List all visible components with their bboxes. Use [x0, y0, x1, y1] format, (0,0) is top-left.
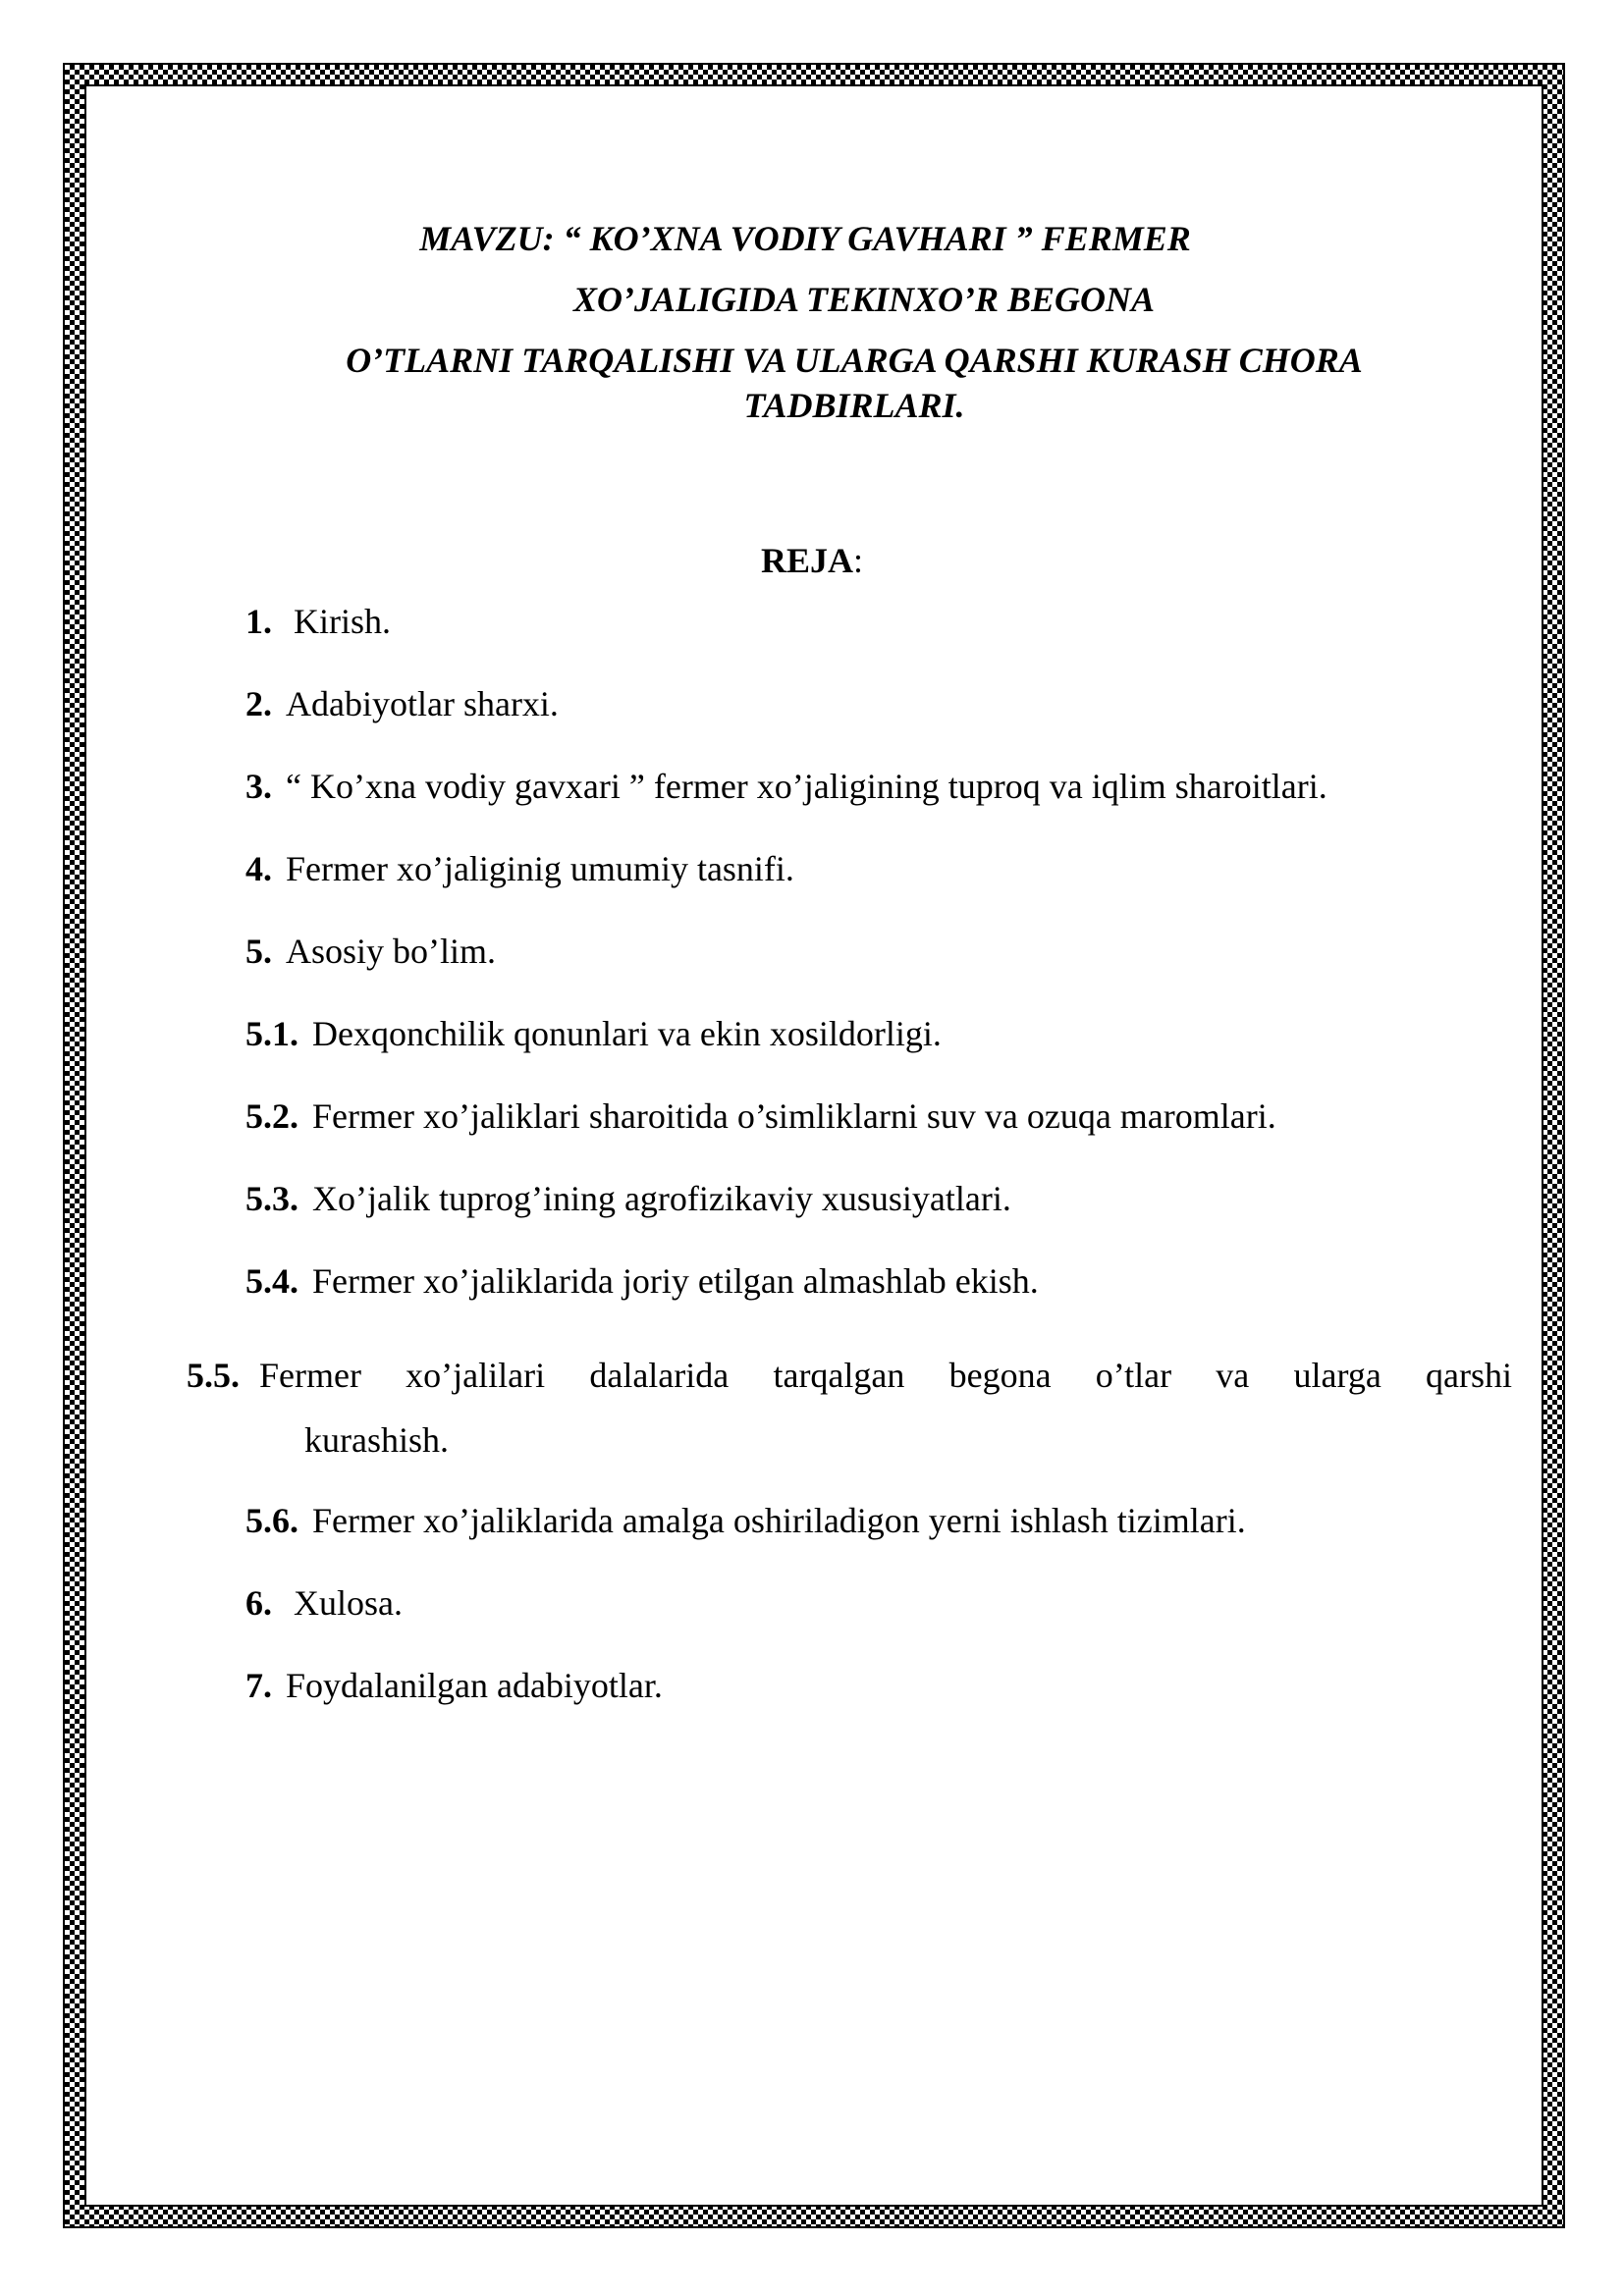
plan-item-text: Fermer xo’jalilari dalalarida tarqalgan begona o’tlar va ularga qarshi kurashish.: [259, 1356, 1512, 1460]
title-line-2: XO’JALIGIDA TEKINXO’R BEGONA: [572, 280, 1156, 319]
plan-heading: [0, 540, 1624, 581]
plan-item-number: 5.: [245, 932, 272, 971]
plan-item-5-3: [245, 1178, 1512, 1219]
plan-item-6: [245, 1582, 1512, 1624]
plan-item-number: 5.4.: [245, 1261, 298, 1301]
plan-item-text: Xo’jalik tuprog’ining agrofizikaviy xususiyatlari.: [312, 1179, 1011, 1218]
plan-item-text: Adabiyotlar sharxi.: [286, 684, 559, 723]
plan-item-number: 3.: [245, 767, 272, 806]
plan-item-1: [245, 601, 1512, 642]
plan-item-number: 6.: [245, 1583, 272, 1623]
plan-item-number: 2.: [245, 684, 272, 723]
plan-item-text: Xulosa.: [294, 1583, 403, 1623]
plan-item-7: [245, 1665, 1512, 1706]
plan-item-text: Fermer xo’jaliginig umumiy tasnifi.: [286, 849, 794, 888]
title-line-3: O’TLARNI TARQALISHI VA ULARGA QARSHI KURASH CHORA: [346, 341, 1363, 380]
plan-list: [245, 601, 1512, 1747]
plan-heading-text: REJA: [760, 541, 853, 580]
plan-item-5: [245, 931, 1512, 972]
plan-item-text: Fermer xo’jaliklarida amalga oshiriladigon yerni ishlash tizimlari.: [312, 1501, 1246, 1540]
plan-item-text: Asosiy bo’lim.: [286, 932, 497, 971]
plan-item-4: [245, 848, 1512, 889]
plan-item-text: Kirish.: [294, 602, 391, 641]
plan-item-text: Foydalanilgan adabiyotlar.: [286, 1666, 663, 1705]
plan-item-number: 5.2.: [245, 1096, 298, 1136]
title-line-1: MAVZU: “ KO’XNA VODIY GAVHARI ” FERMER: [419, 219, 1191, 258]
plan-item-text: “ Ko’xna vodiy gavxari ” fermer xo’jaligining tuproq va iqlim sharoitlari.: [286, 767, 1327, 806]
plan-item-2: [245, 683, 1512, 724]
plan-item-5-6: [245, 1500, 1512, 1541]
plan-item-5-4: [245, 1260, 1512, 1302]
plan-item-number: 5.3.: [245, 1179, 298, 1218]
plan-item-text: Fermer xo’jaliklari sharoitida o’simliklarni suv va ozuqa maromlari.: [312, 1096, 1276, 1136]
plan-item-number: 5.6.: [245, 1501, 298, 1540]
plan-item-text: Fermer xo’jaliklarida joriy etilgan almashlab ekish.: [312, 1261, 1039, 1301]
plan-item-5-2: [245, 1095, 1512, 1137]
plan-item-5-1: [245, 1013, 1512, 1054]
plan-item-number: 7.: [245, 1666, 272, 1705]
plan-heading-colon: :: [853, 541, 864, 580]
plan-item-5-5: [245, 1343, 1512, 1472]
plan-item-3: [245, 766, 1512, 807]
plan-item-number: 1.: [245, 602, 272, 641]
title-line-4: TADBIRLARI.: [743, 386, 965, 425]
plan-item-number: 5.1.: [245, 1014, 298, 1053]
plan-item-number: 4.: [245, 849, 272, 888]
plan-item-text: Dexqonchilik qonunlari va ekin xosildorligi.: [312, 1014, 942, 1053]
